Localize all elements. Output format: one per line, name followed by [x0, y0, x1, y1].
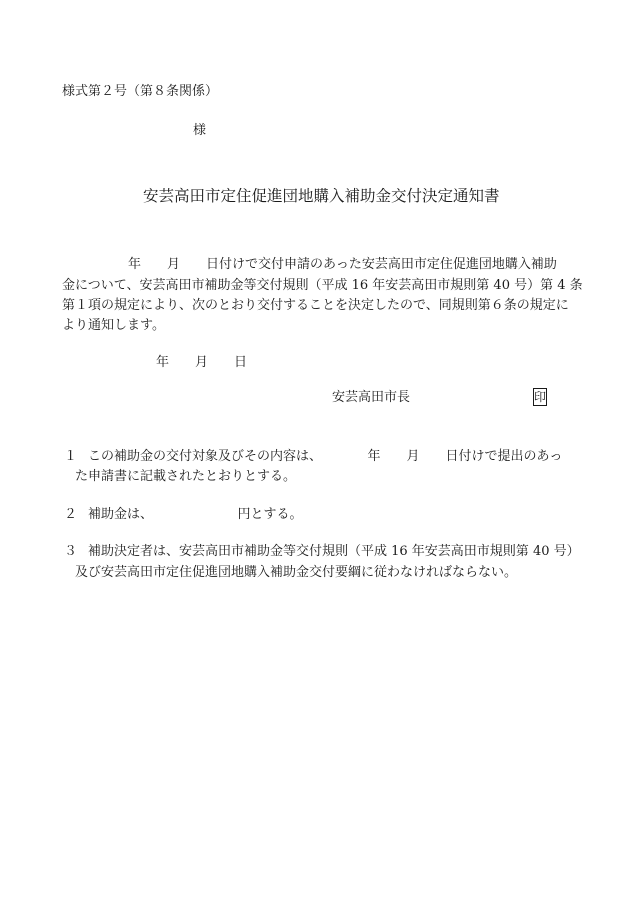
- body-line: 金について、安芸高田市補助金等交付規則（平成 16 年安芸高田市規則第 40 号）第 4 条: [62, 278, 583, 293]
- item-line: 及び安芸高田市定住促進団地購入補助金交付要綱に従わなければならない。: [75, 565, 518, 580]
- item-line: 補助決定者は、安芸高田市補助金等交付規則（平成 16 年安芸高田市規則第 40 号）: [88, 544, 580, 559]
- body-line: 年 月 日付けで交付申請のあった安芸高田市定住促進団地購入補助: [128, 257, 557, 272]
- seal-mark: 印: [534, 390, 547, 404]
- item-number: ３: [64, 544, 78, 559]
- document-title: 安芸高田市定住促進団地購入補助金交付決定通知書: [143, 187, 500, 205]
- item-line: この補助金の交付対象及びその内容は、 年 月 日付けで提出のあっ: [88, 449, 563, 464]
- item-number: ２: [64, 507, 78, 522]
- item-line: 補助金は、 円とする。: [88, 507, 303, 522]
- body-line: 第１項の規定により、次のとおり交付することを決定したので、同規則第６条の規定に: [62, 298, 569, 313]
- item-line: た申請書に記載されたとおりとする。: [75, 469, 297, 484]
- item-number: １: [64, 449, 78, 464]
- issuer-name: 安芸高田市長: [332, 390, 411, 405]
- body-line: より通知します。: [62, 318, 165, 333]
- addressee-suffix: 様: [193, 123, 207, 138]
- form-label: 様式第２号（第８条関係）: [62, 84, 219, 99]
- date-line: 年 月 日: [156, 355, 248, 370]
